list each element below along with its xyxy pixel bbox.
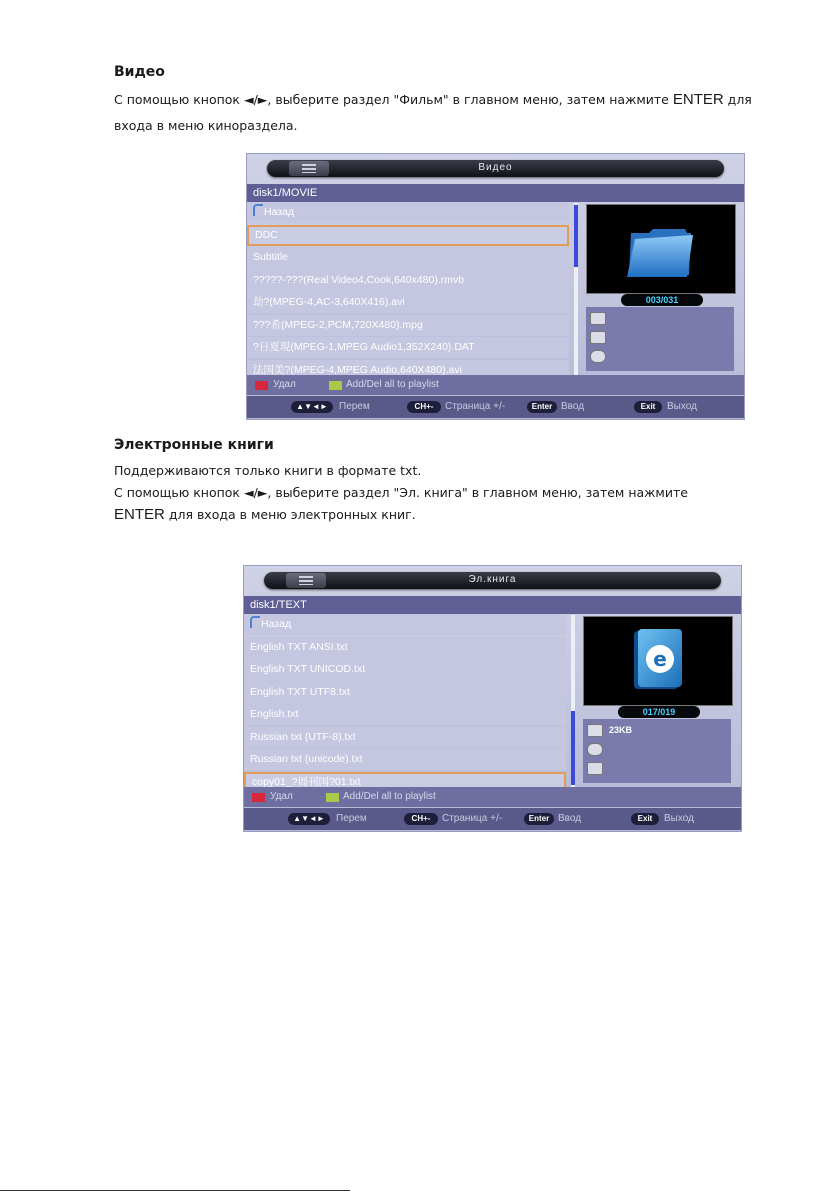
footer-rule (0, 1190, 350, 1191)
preview-pane (586, 204, 736, 294)
page-label: Страница +/- (442, 813, 503, 824)
file-item[interactable]: Russian txt (unicode).txt (244, 749, 566, 770)
arrows-key: ▲▼◄► (291, 401, 333, 413)
current-path: disk1/MOVIE (247, 184, 744, 202)
exit-key: Exit (631, 813, 659, 825)
scrollbar[interactable] (574, 203, 578, 375)
ebook-heading: Электронные книги (114, 437, 274, 453)
move-label: Перем (336, 813, 367, 824)
file-item[interactable]: English.txt (244, 704, 566, 725)
title-bar (267, 160, 724, 177)
svg-text:e: e (653, 647, 667, 671)
ebook-menu-screen (243, 565, 742, 832)
file-list (244, 614, 566, 794)
ch-key: CH+- (407, 401, 441, 413)
title-bar (264, 572, 721, 589)
hint-bar (244, 787, 741, 807)
file-item[interactable]: 劫?(MPEG-4,AC-3,640X416).avi (247, 292, 569, 313)
hint-bar (247, 375, 744, 395)
playlist-hint: Add/Del all to playlist (343, 791, 436, 802)
page-label: Страница +/- (445, 401, 506, 412)
file-item[interactable]: DDC (247, 225, 569, 246)
video-heading: Видео (114, 64, 165, 80)
current-path: disk1/TEXT (244, 596, 741, 614)
file-item[interactable]: Subtitle (247, 247, 569, 268)
scrollbar-thumb[interactable] (574, 205, 578, 267)
delete-hint: Удал (270, 791, 293, 802)
nav-bar (244, 808, 741, 830)
back-item[interactable]: Назад (244, 614, 566, 635)
text-icon (587, 762, 603, 775)
preview-pane (583, 616, 733, 706)
enter-label: Ввод (558, 813, 582, 824)
ebook-icon (584, 617, 732, 705)
playlist-hint: Add/Del all to playlist (346, 379, 439, 390)
resolution-icon (590, 312, 606, 325)
ebook-instructions: Поддерживаются только книги в формате txt. С помощью кнопок ◄/►, выберите раздел "Эл. книга" в главном меню, затем нажмите ENTER для входа в меню электронных книг. (114, 463, 688, 523)
file-item[interactable]: ?日夏現(MPEG-1,MPEG Audio1,352X240).DAT (247, 337, 569, 358)
scrollbar-thumb[interactable] (571, 711, 575, 785)
enter-label: Ввод (561, 401, 585, 412)
info-pane (583, 719, 731, 783)
file-item[interactable]: Russian txt (UTF-8).txt (244, 727, 566, 748)
file-item[interactable]: ???希(MPEG-2,PCM,720X480).mpg (247, 315, 569, 336)
back-item[interactable]: Назад (247, 202, 569, 223)
exit-label: Выход (664, 813, 694, 824)
info-pane (586, 307, 734, 371)
red-key-icon (255, 381, 268, 390)
exit-key: Exit (634, 401, 662, 413)
enter-key: Enter (524, 813, 554, 825)
file-item[interactable]: English TXT UTF8.txt (244, 682, 566, 703)
arrows-key: ▲▼◄► (288, 813, 330, 825)
file-item[interactable]: copy01_?周刊国?01.txt (244, 772, 566, 793)
file-item[interactable]: ?????-???(Real Video4,Cook,640x480).rmvb (247, 270, 569, 291)
file-size: 23KB (609, 725, 633, 735)
file-list (247, 202, 569, 382)
ch-key: CH+- (404, 813, 438, 825)
file-counter: 003/031 (621, 294, 703, 306)
video-instructions: С помощью кнопок ◄/►, выберите раздел "Фильм" в главном меню, затем нажмите ENTER для входа в меню кинораздела. (114, 91, 752, 133)
delete-hint: Удал (273, 379, 296, 390)
video-menu-screen (246, 153, 745, 420)
back-arrow-icon (253, 204, 263, 216)
file-item[interactable]: 法国美?(MPEG-4,MPEG Audio,640X480).avi (247, 360, 569, 381)
file-counter: 017/019 (618, 706, 700, 718)
exit-label: Выход (667, 401, 697, 412)
move-label: Перем (339, 401, 370, 412)
enter-key: Enter (527, 401, 557, 413)
video-icon (590, 331, 606, 344)
back-arrow-icon (250, 616, 260, 628)
audio-icon (590, 350, 606, 363)
size-icon (587, 724, 603, 737)
green-key-icon (329, 381, 342, 390)
disk-icon (587, 743, 603, 756)
file-item[interactable]: English TXT UNICOD.txt (244, 659, 566, 680)
green-key-icon (326, 793, 339, 802)
nav-bar (247, 396, 744, 418)
scrollbar[interactable] (571, 615, 575, 787)
folder-icon (587, 205, 735, 293)
screen-title: Видео (478, 162, 513, 173)
red-key-icon (252, 793, 265, 802)
screen-title: Эл.книга (468, 574, 517, 585)
file-item[interactable]: English TXT ANSI.txt (244, 637, 566, 658)
